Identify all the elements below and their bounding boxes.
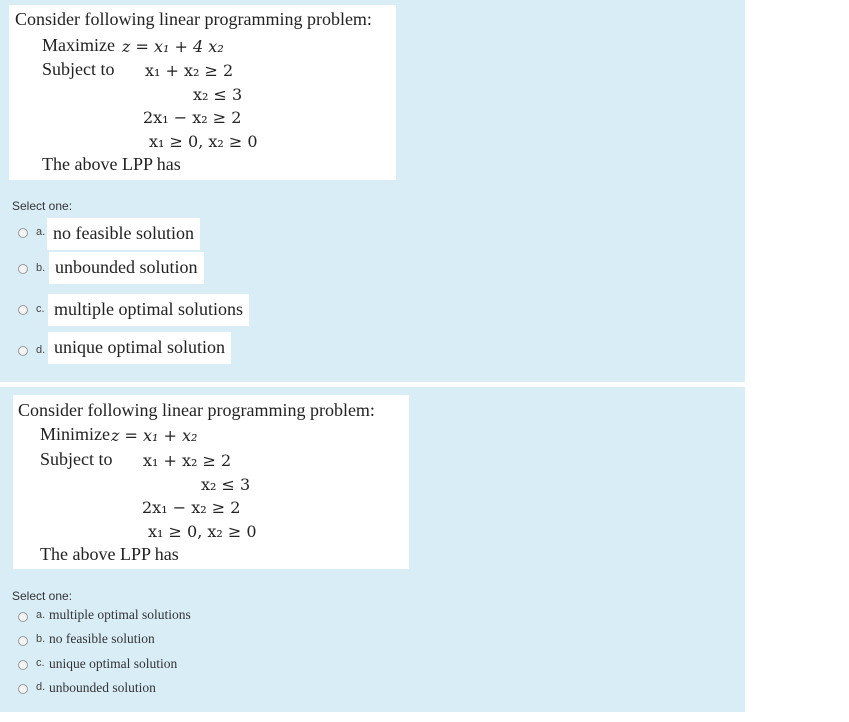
option-letter-a: a. xyxy=(36,609,46,621)
constraint-1: x₁ + x₂ ≥ 2 xyxy=(143,451,232,470)
constraint-4: x₁ ≥ 0, x₂ ≥ 0 xyxy=(149,132,258,151)
constraint-2: x₂ ≤ 3 xyxy=(193,85,243,104)
radio-option-d[interactable] xyxy=(18,346,28,356)
select-one-label: Select one: xyxy=(12,589,73,603)
radio-option-a[interactable] xyxy=(18,228,28,238)
radio-option-b[interactable] xyxy=(18,636,28,646)
constraint-1: x₁ + x₂ ≥ 2 xyxy=(145,61,234,80)
constraint-4: x₁ ≥ 0, x₂ ≥ 0 xyxy=(148,522,257,541)
radio-option-b[interactable] xyxy=(18,264,28,274)
problem-closing: The above LPP has xyxy=(40,544,179,564)
option-c-text[interactable]: unique optimal solution xyxy=(49,656,178,671)
option-d-text[interactable]: unbounded solution xyxy=(49,680,156,695)
option-letter-b: b. xyxy=(36,633,46,645)
constraint-2: x₂ ≤ 3 xyxy=(201,475,251,494)
problem-closing: The above LPP has xyxy=(42,154,181,174)
radio-option-c[interactable] xyxy=(18,660,28,670)
question-2-problem xyxy=(13,395,409,569)
problem-intro: Consider following linear programming problem: xyxy=(15,9,372,29)
radio-option-c[interactable] xyxy=(18,305,28,315)
objective-label: Minimize xyxy=(40,424,110,444)
objective-label: Maximize xyxy=(42,35,115,55)
option-c-text[interactable]: multiple optimal solutions xyxy=(48,294,249,326)
option-d-text[interactable]: unique optimal solution xyxy=(48,332,231,364)
constraint-3: 2x₁ − x₂ ≥ 2 xyxy=(142,498,241,517)
objective-function: z = x₁ + 4 x₂ xyxy=(122,37,224,56)
option-b-text[interactable]: no feasible solution xyxy=(49,631,155,646)
option-letter-c: c. xyxy=(36,303,45,315)
subject-to-label: Subject to xyxy=(40,449,113,469)
problem-intro: Consider following linear programming problem: xyxy=(18,400,375,420)
option-letter-c: c. xyxy=(36,657,45,669)
objective-function: z = x₁ + x₂ xyxy=(111,426,198,445)
option-letter-a: a. xyxy=(36,226,46,238)
option-letter-d: d. xyxy=(36,681,46,693)
constraint-3: 2x₁ − x₂ ≥ 2 xyxy=(143,108,242,127)
select-one-label: Select one: xyxy=(12,199,73,213)
radio-option-a[interactable] xyxy=(18,612,28,622)
option-a-text[interactable]: no feasible solution xyxy=(47,218,200,250)
radio-option-d[interactable] xyxy=(18,684,28,694)
option-letter-d: d. xyxy=(36,344,46,356)
option-b-text[interactable]: unbounded solution xyxy=(49,252,204,284)
question-1-problem xyxy=(9,5,396,180)
subject-to-label: Subject to xyxy=(42,59,115,79)
option-a-text[interactable]: multiple optimal solutions xyxy=(49,607,191,622)
option-letter-b: b. xyxy=(36,262,46,274)
